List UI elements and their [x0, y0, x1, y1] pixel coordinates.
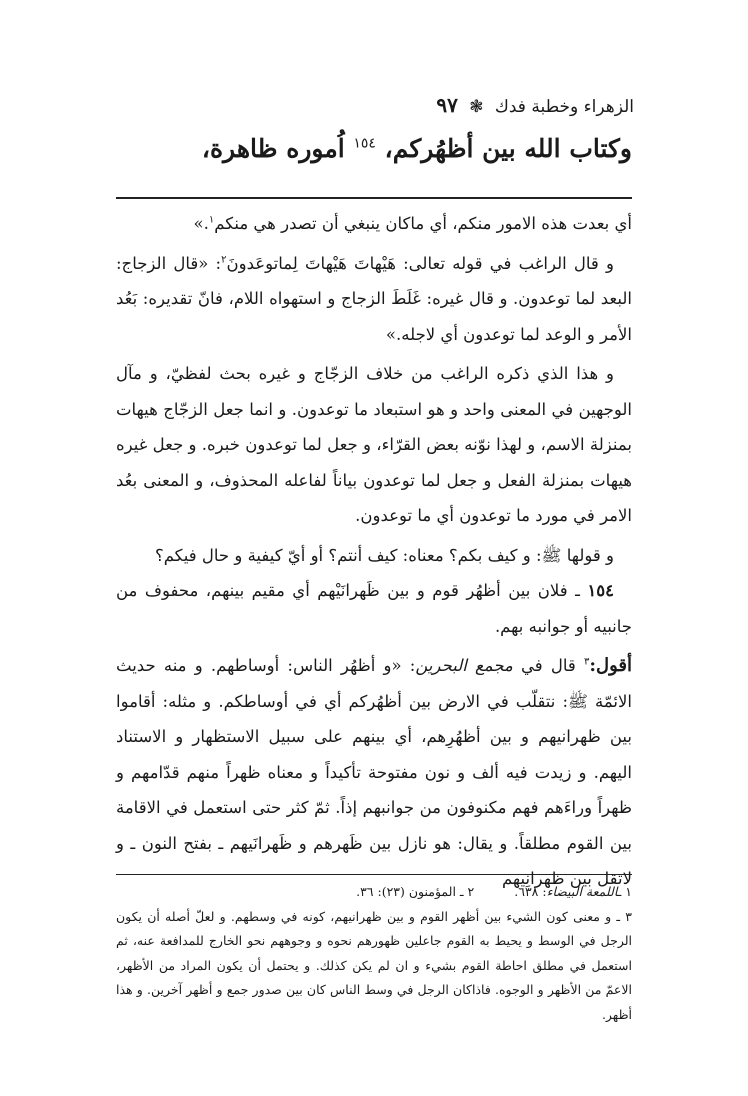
paragraph-4: و قولها ﷺ: و كيف بكم؟ معناه: كيف أنتم؟ أو أيّ كيفية و حال فيكم؟: [154, 545, 614, 565]
page-number: ٩٧: [436, 93, 458, 117]
footnote-1: [514, 880, 632, 905]
quote-note-ref: ١٥٤: [353, 135, 376, 152]
footnote-line-1: [116, 880, 632, 905]
footnotes: [116, 880, 632, 1027]
ornament-icon: ❃: [469, 97, 484, 117]
paragraph-1-end: .»: [193, 214, 209, 233]
sermon-quote: [202, 134, 632, 163]
paragraph-3: و هذا الذي ذكره الراغب من خلاف الزجّاج و غيره بحث لفظيّ، و مآل الوجهين في المعنى واحد و هو استبعاد ما توعدون. و انما جعل الزجّاج هيهات بمنزلة الاسم، و لهذا نوّنه بعض القرّاء، و جعل لما توعدون خبره. و جعل غيره هيهات بمنزلة الفعل و جعل لما توعدون بياناً لفاعله المحذوف، و المعنى بعُد الامر في مورد ما توعدون أي ما توعدون.: [116, 364, 632, 525]
footnote-1-number: ١ ـ: [617, 884, 632, 899]
paragraph-2: [116, 246, 632, 353]
footnote-divider: [116, 874, 632, 875]
aqul-lead: أقول:: [589, 655, 632, 676]
paragraph-6: [116, 648, 632, 897]
paragraph-2-text-b: : «قال الزجاج: البعد لما توعدون. و قال غيره: غَلَطَ الزجاج و استهواه اللام، فانّ تقديره: بَعُد الأمر و الوعد لما توعدون أي لاجله.»: [116, 253, 632, 344]
paragraph-6-text-a: قال في: [521, 656, 576, 675]
top-divider: [116, 197, 632, 199]
paragraph-2-text-a: و قال الراغب في قوله تعالى: هَيْهاتَ هَيْهاتَ لِماتوعَدونَ: [226, 253, 614, 273]
footnote-3: ٣ ـ و معنى كون الشيء بين أظهر القوم و بين ظهرانيهم، كونه في وسطهم. و لعلّ أصله أن يكون الرجل في الوسط و يحيط به القوم جاعلين ظهورهم نحوه و وجوههم نحو الخارج للمدافعة عنه، ثم استعمل في مطلق احاطة القوم بشيء و ان لم يكن كذلك. و يحتمل أن يكون المراد من الأظهر، الاعمّ من الأظهر و الوجوه. فاذاكان الرجل في وسط الناس كان بين صدور جمع و أظهر آخرين. و هذا أظهر.: [116, 908, 632, 1022]
footnote-1-page: : ٦٣٨.: [514, 884, 547, 899]
footnote-1-source: اللمعة البيضاء: [546, 884, 618, 899]
footnote-ref-3: ٣: [583, 656, 590, 668]
paragraph-1: [116, 206, 632, 242]
quote-text-before: وكتاب الله بين أظهُركم،: [384, 134, 632, 163]
quote-text-after: اُموره ظاهرة،: [201, 134, 345, 163]
commentary-body: [116, 206, 632, 897]
note-number-154: ١٥٤: [587, 581, 614, 600]
paragraph-5-text: ـ فلان بين أظهُر قوم و بين ظَهرانَيْهم أي مقيم بينهم، محفوف من جانبيه أو جوانبه بهم.: [116, 581, 632, 636]
paragraph-1-text: أي بعدت هذه الامور منكم، أي ماكان ينبغي أن تصدر هي منكم: [214, 214, 632, 233]
paragraph-6-text-b: : «و أظهُر الناس: أوساطهم. و منه حديث الائمّة ﷺ: نتقلّب في الارض بين أظهُركم أي في أوساطكم. و مثله: أقاموا بين ظهرانيهم و بين أظهُرِهم، أي بينهم على سبيل الاستظهار و الاستناد اليهم. و زيدت فيه ألف و نون مفتوحة تأكيداً و معناه ظهراً منهم قدّامهم و ظهراً وراءَهم فهم مكنوفون من جوانبهم إذاً. ثمّ كثر حتى استعمل في الاقامة بين القوم مطلقاً. و يقال: هو نازل بين ظَهرهم و ظَهرانَيهم ـ بفتح النون ـ و لاتقل بين ظهرانِيهم: [116, 656, 632, 888]
source-title: مجمع البحرين: [415, 656, 513, 675]
footnote-ref-2: ٢: [221, 254, 227, 265]
footnote-2: ٢ ـ المؤمنون (٢٣): ٣٦.: [356, 884, 475, 899]
running-header: [436, 93, 634, 117]
book-title: الزهراء وخطبة فدك: [494, 97, 634, 117]
paragraph-5: [116, 573, 632, 644]
footnote-ref-1: ١: [208, 214, 215, 226]
